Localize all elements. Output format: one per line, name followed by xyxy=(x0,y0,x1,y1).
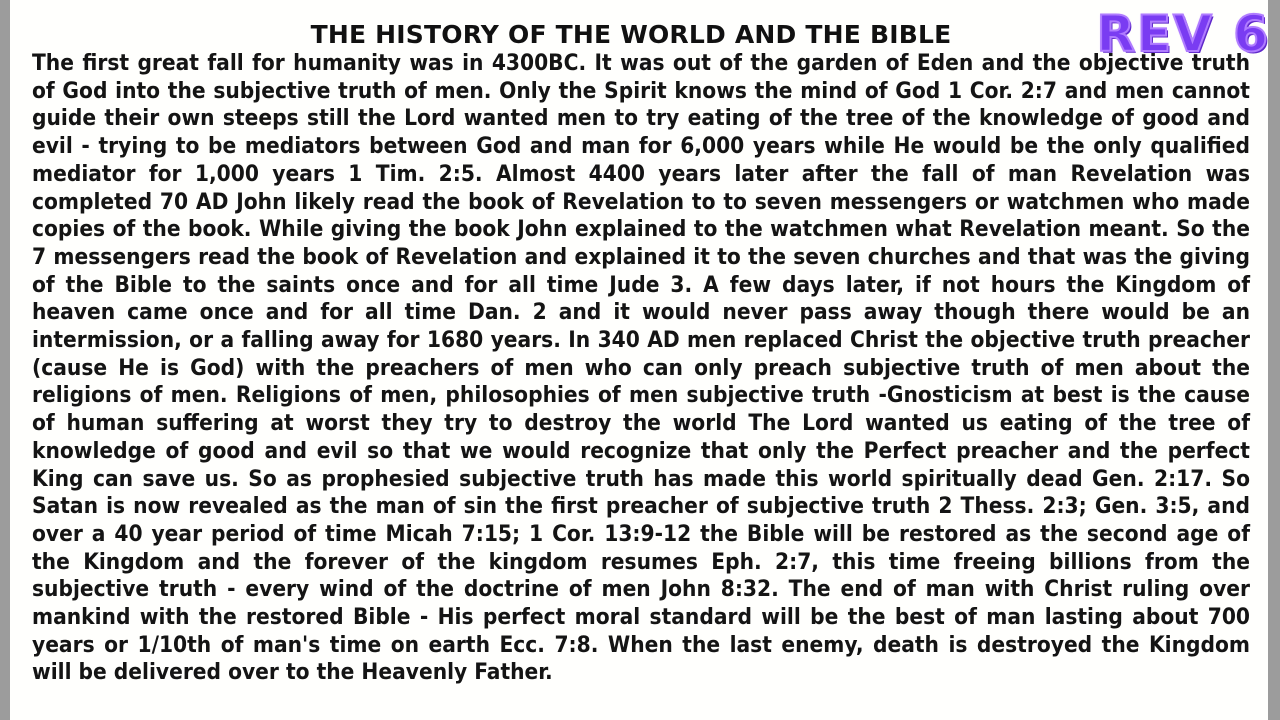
page-title: THE HISTORY OF THE WORLD AND THE BIBLE xyxy=(310,20,952,49)
body-paragraph: The first great fall for humanity was in 4300BC. It was out of the garden of Eden and the objective truth of God into the subjective truth of men. Only the Spirit knows the mind of God 1 Cor. 2:7 and men cannot guide their own steeps still the Lord wanted men to try eating of the tree of the knowledge of good and evil - trying to be mediators between God and man for 6,000 years while He would be the only qualified mediator for 1,000 years 1 Tim. 2:5. Almost 4400 years later after the fall of man Revelation was completed 70 AD John likely read the book of Revelation to to seven messengers or watchmen who made copies of the book. While giving the book John explained to the watchmen what Revelation meant. So the 7 messengers read the book of Revelation and explained it to the seven churches and that was the giving of the Bible to the saints once and for all time Jude 3. A few days later, if not hours the Kingdom of heaven came once and for all time Dan. 2 and it would never pass away though there would be an intermission, or a falling away for 1680 years. In 340 AD men replaced Christ the objective truth preacher (cause He is God) with the preachers of men who can only preach subjective truth of men about the religions of men. Religions of men, philosophies of men subjective truth -Gnosticism at best is the cause of human suffering at worst they try to destroy the world The Lord wanted us eating of the tree of knowledge of good and evil so that we would recognize that only the Perfect preacher and the perfect King can save us. So as prophesied subjective truth has made this world spiritually dead Gen. 2:17. So Satan is now revealed as the man of sin the first preacher of subjective truth 2 Thess. 2:3; Gen. 3:5, and over a 40 year period of time Micah 7:15; 1 Cor. 13:9-12 the Bible will be restored as the second age of the Kingdom and the forever of the kingdom resumes Eph. 2:7, this time freeing billions from the subjective truth - every wind of the doctrine of men John 8:32. The end of man with Christ ruling over mankind with the restored Bible - His perfect moral standard will be the best of man lasting about 700 years or 1/10th of man's time on earth Ecc. 7:8. When the last enemy, death is destroyed the Kingdom will be delivered over to the Heavenly Father. xyxy=(32,50,1250,686)
document-page xyxy=(10,0,1268,720)
rev-badge: REV 6 xyxy=(1096,5,1270,63)
